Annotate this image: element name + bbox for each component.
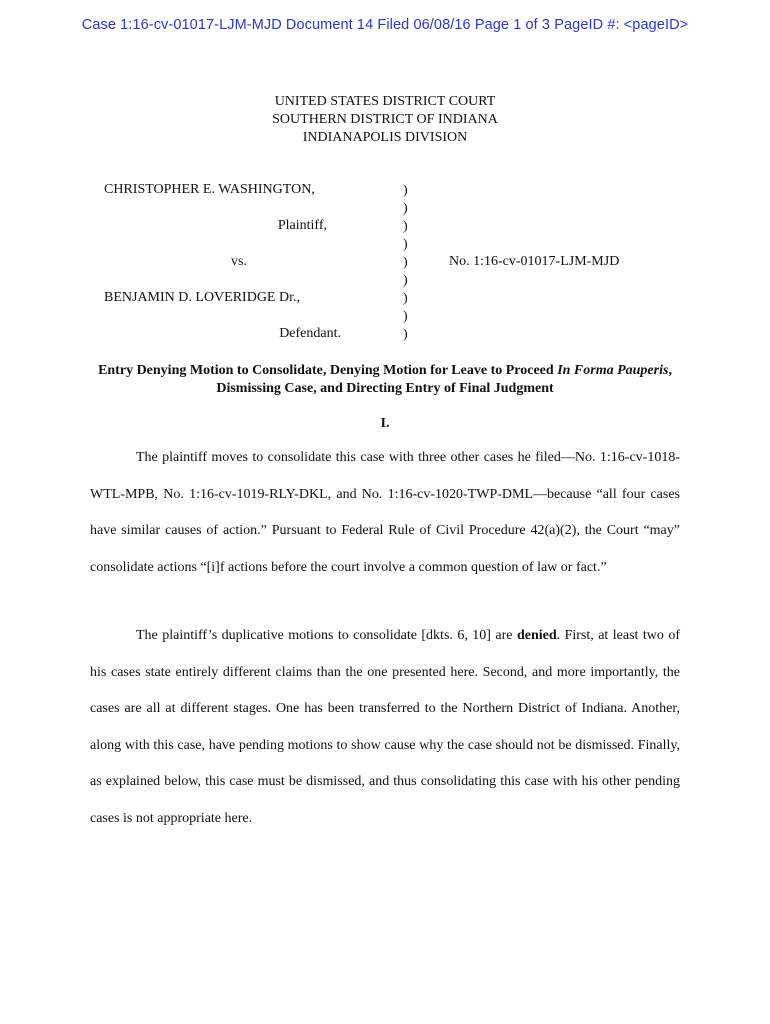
- caption-paren: ): [403, 309, 408, 324]
- paragraph-2-after: . First, at least two of his cases state entirely different claims than the one presented here. Second, and more importantly, the cases are all at different stages. One has been transferred to the Northern District of Indiana. Another, along with this case, have pending motions to show cause why the case should not be dismissed. Finally, as explained below, this case must be dismissed, and thus consolidating this case with his other pending cases is not appropriate here.: [90, 628, 680, 826]
- versus-label: vs.: [231, 254, 247, 269]
- caption-paren: ): [403, 327, 408, 342]
- caption-paren: ): [403, 273, 408, 288]
- paragraph-1-text: The plaintiff moves to consolidate this case with three other cases he filed—No. 1:16-cv-1018-WTL-MPB, No. 1:16-cv-1019-RLY-DKL, and No. 1:16-cv-1020-TWP-DML—because “all four cases have similar causes of action.” Pursuant to Federal Rule of Civil Procedure 42(a)(2), the Court “may” consolidate actions “[i]f actions before the court involve a common question of law or fact.”: [90, 450, 680, 575]
- filing-header-stamp: Case 1:16-cv-01017-LJM-MJD Document 14 Filed 06/08/16 Page 1 of 3 PageID #: <pageID>: [81, 17, 689, 33]
- caption-paren: ): [403, 219, 408, 234]
- caption-parentheses: [403, 182, 408, 344]
- plaintiff-role: Plaintiff,: [277, 218, 327, 233]
- case-caption: [0, 182, 770, 344]
- paragraph-1: [90, 440, 680, 586]
- paragraph-2-text: [90, 618, 680, 837]
- plaintiff-name: CHRISTOPHER E. WASHINGTON,: [104, 182, 315, 197]
- caption-paren: ): [403, 183, 408, 198]
- case-number: No. 1:16-cv-01017-LJM-MJD: [449, 254, 620, 269]
- section-heading: I.: [380, 416, 390, 431]
- caption-paren: ): [403, 291, 408, 306]
- paragraph-2-before: The plaintiff’s duplicative motions to consolidate [dkts. 6, 10] are: [136, 628, 517, 643]
- caption-paren: ): [403, 237, 408, 252]
- defendant-name: BENJAMIN D. LOVERIDGE Dr.,: [104, 290, 300, 305]
- caption-paren: ): [403, 255, 408, 270]
- court-name: UNITED STATES DISTRICT COURT: [274, 94, 496, 109]
- entry-title-part2: , Dismissing Case, and Directing Entry of Final Judgment: [216, 363, 672, 396]
- paragraph-2: [90, 618, 680, 837]
- entry-title-part1: Entry Denying Motion to Consolidate, Denying Motion for Leave to Proceed: [98, 363, 558, 378]
- paragraph-2-denied: denied: [516, 628, 557, 643]
- court-heading: [0, 93, 770, 147]
- entry-title-italic: In Forma Pauperis: [557, 363, 669, 378]
- court-division: INDIANAPOLIS DIVISION: [302, 130, 468, 145]
- court-district: SOUTHERN DISTRICT OF INDIANA: [272, 112, 498, 127]
- entry-title: [90, 362, 680, 398]
- defendant-role: Defendant.: [279, 326, 341, 341]
- caption-paren: ): [403, 201, 408, 216]
